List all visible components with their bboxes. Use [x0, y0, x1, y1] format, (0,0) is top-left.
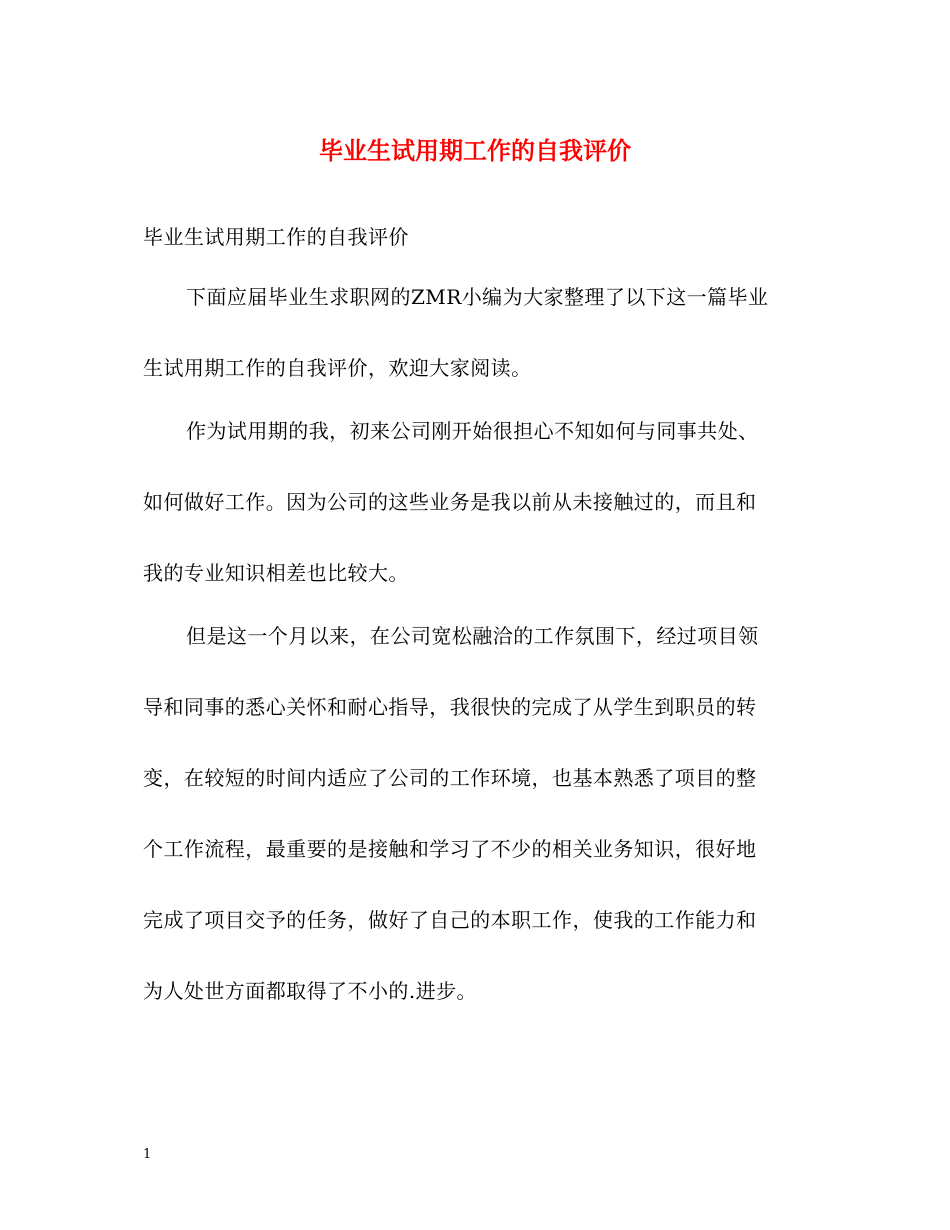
page-number: 1	[143, 1147, 152, 1162]
paragraph-2-line-3: 我的专业知识相差也比较大。	[143, 561, 409, 585]
paragraph-3-line-3: 变，在较短的时间内适应了公司的工作环境，也基本熟悉了项目的整	[143, 766, 757, 790]
subtitle-line: 毕业生试用期工作的自我评价	[143, 225, 409, 249]
paragraph-3-line-1: 但是这一个月以来，在公司宽松融洽的工作氛围下，经过项目领	[186, 624, 759, 648]
paragraph-3-line-5: 完成了项目交予的任务，做好了自己的本职工作，使我的工作能力和	[143, 908, 757, 932]
paragraph-1-line-1: 下面应届毕业生求职网的ZMR小编为大家整理了以下这一篇毕业	[186, 285, 769, 309]
paragraph-3-line-4: 个工作流程，最重要的是接触和学习了不少的相关业务知识，很好地	[143, 837, 757, 861]
paragraph-3-line-2: 导和同事的悉心关怀和耐心指导，我很快的完成了从学生到职员的转	[143, 695, 757, 719]
paragraph-1-line-2: 生试用期工作的自我评价，欢迎大家阅读。	[143, 356, 532, 380]
document-title: 毕业生试用期工作的自我评价	[319, 136, 631, 165]
paragraph-2-line-2: 如何做好工作。因为公司的这些业务是我以前从未接触过的，而且和	[143, 490, 757, 514]
paragraph-2-line-1: 作为试用期的我，初来公司刚开始很担心不知如何与同事共处、	[186, 419, 759, 443]
paragraph-3-line-6: 为人处世方面都取得了不小的.进步。	[143, 979, 478, 1003]
